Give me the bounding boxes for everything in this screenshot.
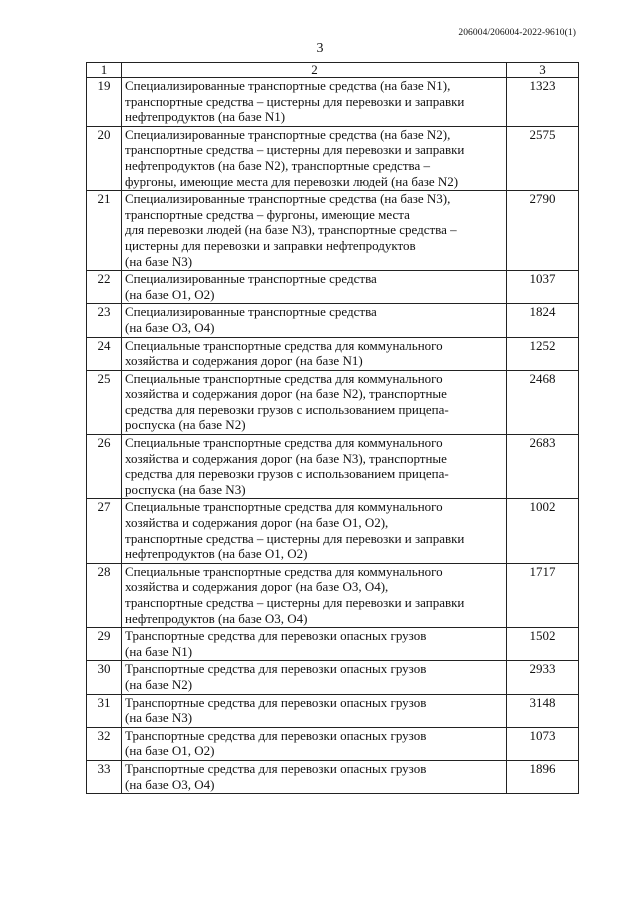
row-value: 2468 xyxy=(507,370,579,434)
description-line: Специальные транспортные средства для коммунального xyxy=(125,563,443,579)
row-number: 22 xyxy=(87,271,122,304)
description-line: транспортные средства – цистерны для перевозки и заправки xyxy=(125,530,465,546)
row-value: 1073 xyxy=(507,727,579,760)
table-row xyxy=(87,727,579,760)
description-line: хозяйства и содержания дорог (на базе O3, O4), xyxy=(125,579,389,595)
table-row xyxy=(87,760,579,793)
table-row xyxy=(87,304,579,337)
row-number: 24 xyxy=(87,337,122,370)
description-line: Транспортные средства для перевозки опасных грузов xyxy=(125,661,427,677)
row-description xyxy=(122,271,507,304)
description-line: (на базе O3, O4) xyxy=(125,776,215,792)
table-row xyxy=(87,126,579,190)
table-row xyxy=(87,78,579,127)
table-body xyxy=(87,63,579,794)
row-value: 1252 xyxy=(507,337,579,370)
row-description xyxy=(122,727,507,760)
row-description xyxy=(122,499,507,563)
row-number: 27 xyxy=(87,499,122,563)
row-description xyxy=(122,78,507,127)
table-row xyxy=(87,694,579,727)
row-number: 31 xyxy=(87,694,122,727)
table-row xyxy=(87,370,579,434)
description-line: Транспортные средства для перевозки опасных грузов xyxy=(125,727,427,743)
row-description xyxy=(122,304,507,337)
row-number: 33 xyxy=(87,760,122,793)
description-line: средства для перевозки грузов с использованием прицепа- xyxy=(125,466,449,482)
row-value: 1896 xyxy=(507,760,579,793)
row-number: 20 xyxy=(87,126,122,190)
description-line: хозяйства и содержания дорог (на базе N1) xyxy=(125,353,363,369)
description-line: (на базе N3) xyxy=(125,710,193,726)
description-line: (на базе N3) xyxy=(125,253,193,269)
row-number: 29 xyxy=(87,628,122,661)
description-line: Специализированные транспортные средства (на базе N3), xyxy=(125,191,451,207)
row-description xyxy=(122,337,507,370)
table-row xyxy=(87,628,579,661)
row-number: 25 xyxy=(87,370,122,434)
table-row xyxy=(87,337,579,370)
description-line: (на базе O3, O4) xyxy=(125,319,215,335)
description-line: средства для перевозки грузов с использованием прицепа- xyxy=(125,401,449,417)
description-line: Транспортные средства для перевозки опасных грузов xyxy=(125,760,427,776)
description-line: Специальные транспортные средства для коммунального xyxy=(125,499,443,515)
row-number: 30 xyxy=(87,661,122,694)
description-line: хозяйства и содержания дорог (на базе O1, O2), xyxy=(125,515,389,531)
row-number: 32 xyxy=(87,727,122,760)
description-line: (на базе O1, O2) xyxy=(125,743,215,759)
description-line: Специализированные транспортные средства xyxy=(125,304,377,320)
description-line: роспуска (на базе N2) xyxy=(125,417,246,433)
description-line: нефтепродуктов (на базе O1, O2) xyxy=(125,546,308,562)
row-value: 1717 xyxy=(507,563,579,627)
row-description xyxy=(122,628,507,661)
row-value: 2790 xyxy=(507,191,579,271)
row-value: 1037 xyxy=(507,271,579,304)
document-id: 206004/206004-2022-9610(1) xyxy=(458,28,576,38)
table-row xyxy=(87,661,579,694)
row-description xyxy=(122,694,507,727)
table-row xyxy=(87,271,579,304)
row-description xyxy=(122,435,507,499)
row-number: 23 xyxy=(87,304,122,337)
description-line: нефтепродуктов (на базе N1) xyxy=(125,109,286,125)
description-line: (на базе O1, O2) xyxy=(125,286,215,302)
table-header-row xyxy=(87,63,579,78)
column-header-3: 3 xyxy=(507,63,579,78)
row-number: 26 xyxy=(87,435,122,499)
row-value: 2575 xyxy=(507,126,579,190)
description-line: хозяйства и содержания дорог (на базе N2), транспортные xyxy=(125,386,447,402)
description-line: для перевозки людей (на базе N3), транспортные средства – xyxy=(125,222,457,238)
row-number: 28 xyxy=(87,563,122,627)
description-line: роспуска (на базе N3) xyxy=(125,481,246,497)
page-number: 3 xyxy=(316,41,324,56)
table-row xyxy=(87,191,579,271)
description-line: хозяйства и содержания дорог (на базе N3), транспортные xyxy=(125,450,447,466)
column-header-1: 1 xyxy=(87,63,122,78)
description-line: Специализированные транспортные средства (на базе N1), xyxy=(125,78,451,93)
description-line: транспортные средства – цистерны для перевозки и заправки xyxy=(125,142,465,158)
row-value: 1323 xyxy=(507,78,579,127)
row-value: 1824 xyxy=(507,304,579,337)
description-line: Специальные транспортные средства для коммунального xyxy=(125,435,443,451)
row-value: 1002 xyxy=(507,499,579,563)
row-value: 2683 xyxy=(507,435,579,499)
description-line: Специализированные транспортные средства xyxy=(125,271,377,287)
description-line: Транспортные средства для перевозки опасных грузов xyxy=(125,694,427,710)
description-line: нефтепродуктов (на базе N2), транспортные средства – xyxy=(125,157,430,173)
description-line: Специальные транспортные средства для коммунального xyxy=(125,337,443,353)
row-value: 1502 xyxy=(507,628,579,661)
row-description xyxy=(122,370,507,434)
row-description xyxy=(122,661,507,694)
table-row xyxy=(87,563,579,627)
table-row xyxy=(87,499,579,563)
description-line: Специализированные транспортные средства (на базе N2), xyxy=(125,126,451,142)
row-value: 2933 xyxy=(507,661,579,694)
row-value: 3148 xyxy=(507,694,579,727)
description-line: Транспортные средства для перевозки опасных грузов xyxy=(125,628,427,644)
description-line: (на базе N2) xyxy=(125,676,193,692)
row-description xyxy=(122,126,507,190)
description-line: цистерны для перевозки и заправки нефтепродуктов xyxy=(125,237,416,253)
description-line: транспортные средства – цистерны для перевозки и заправки xyxy=(125,595,465,610)
description-line: нефтепродуктов (на базе O3, O4) xyxy=(125,610,308,626)
description-line: Специальные транспортные средства для коммунального xyxy=(125,370,443,386)
row-description xyxy=(122,563,507,627)
description-line: (на базе N1) xyxy=(125,643,193,659)
data-table xyxy=(86,62,579,794)
description-line: транспортные средства – фургоны, имеющие места xyxy=(125,206,410,222)
row-number: 19 xyxy=(87,78,122,127)
description-line: фургоны, имеющие места для перевозки людей (на базе N2) xyxy=(125,173,459,189)
row-description xyxy=(122,191,507,271)
row-description xyxy=(122,760,507,793)
column-header-2: 2 xyxy=(122,63,507,78)
table-row xyxy=(87,435,579,499)
row-number: 21 xyxy=(87,191,122,271)
description-line: транспортные средства – цистерны для перевозки и заправки xyxy=(125,93,465,109)
